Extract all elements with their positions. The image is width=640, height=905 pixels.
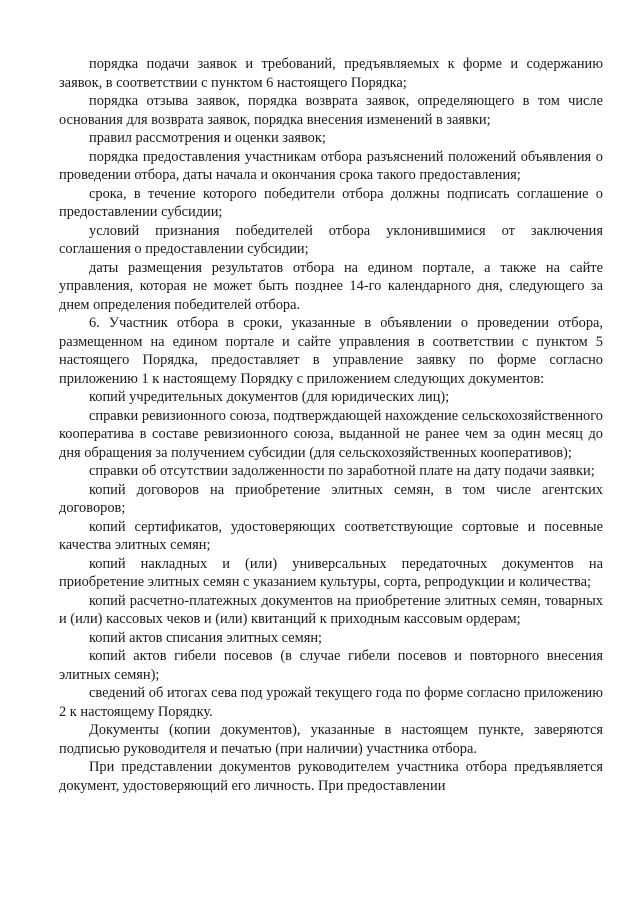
paragraph: копий сертификатов, удостоверяющих соответствующие сортовые и посевные качества элитных семян; [59,518,603,553]
paragraph: копий договоров на приобретение элитных семян, в том числе агентских договоров; [59,481,603,516]
paragraph: порядка предоставления участникам отбора разъяснений положений объявления о проведении отбора, даты начала и окончания срока такого предоставления; [59,148,603,183]
paragraph: порядка отзыва заявок, порядка возврата заявок, определяющего в том числе основания для возврата заявок, порядка внесения изменений в заявки; [59,93,603,128]
paragraph: условий признания победителей отбора уклонившимися от заключения соглашения о предоставлении субсидии; [59,222,603,257]
paragraph: Документы (копии документов), указанные в настоящем пункте, заверяются подписью руководителя и печатью (при наличии) участника отбора. [59,722,603,757]
paragraph: 6. Участник отбора в сроки, указанные в объявлении о проведении отбора, размещенном на едином портале и сайте управления в соответствии с пунктом 5 настоящего Порядка, предоставляет в управление заявку по форме согласно приложению 1 к настоящему Порядку с приложением следующих документов: [59,315,603,387]
paragraph: копий учредительных документов (для юридических лиц); [89,389,450,405]
paragraph: копий актов гибели посевов (в случае гибели посевов и повторного внесения элитных семян); [59,648,603,683]
paragraph: справки об отсутствии задолженности по заработной плате на дату подачи заявки; [89,463,595,479]
paragraph: копий актов списания элитных семян; [89,629,323,646]
paragraph: правил рассмотрения и оценки заявок; [89,130,326,146]
paragraph: срока, в течение которого победители отбора должны подписать соглашение о предоставлении субсидии; [59,185,603,220]
paragraph: При представлении документов руководителем участника отбора предъявляется документ, удостоверяющий его личность. При предоставлении [59,759,603,794]
paragraph: даты размещения результатов отбора на едином портале, а также на сайте управления, которая не может быть позднее 14-го календарного дня, следующего за днем определения победителей отбора. [59,259,603,313]
paragraph: справки ревизионного союза, подтверждающей нахождение сельскохозяйственного кооператива в составе ревизионного союза, выданной не ранее чем за один месяц до дня обращения за получением субсидии (для сельскохозяйственных кооперативов); [59,407,603,461]
paragraph: сведений об итогах сева под урожай текущего года по форме согласно приложению 2 к настоящему Порядку. [59,685,603,720]
paragraph: копий накладных и (или) универсальных передаточных документов на приобретение элитных семян с указанием культуры, сорта, репродукции и количества; [59,555,603,590]
paragraph: порядка подачи заявок и требований, предъявляемых к форме и содержанию заявок, в соответствии с пунктом 6 настоящего Порядка; [59,56,603,91]
paragraph: копий расчетно-платежных документов на приобретение элитных семян, товарных и (или) кассовых чеков и (или) квитанций к приходным кассовым ордерам; [59,592,603,627]
document-body [59,55,603,795]
